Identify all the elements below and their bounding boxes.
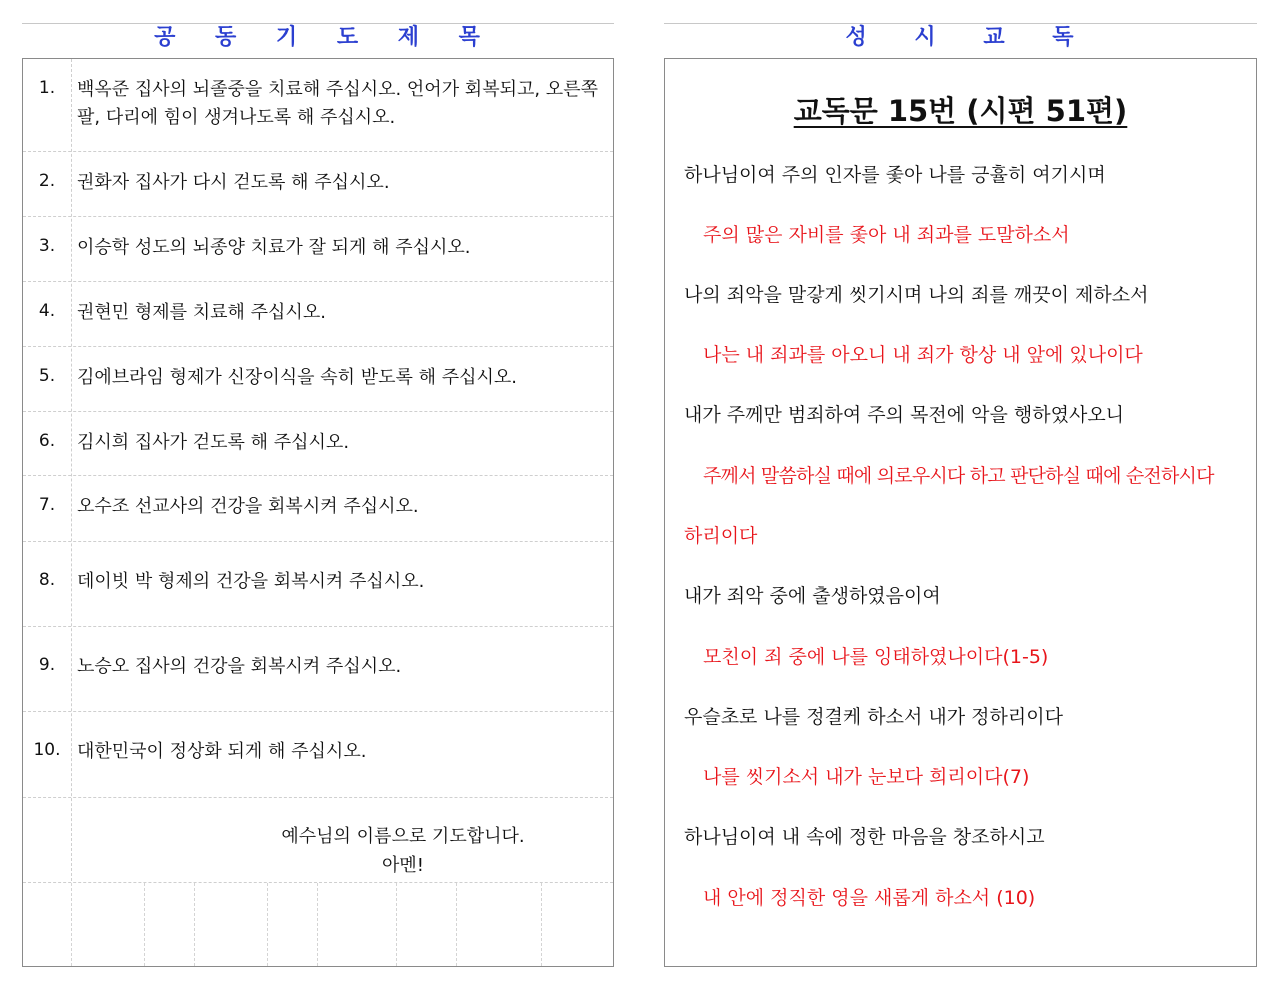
prayer-item-number: 7. xyxy=(38,495,56,515)
grid-line xyxy=(267,883,268,966)
prayer-item-number: 1. xyxy=(38,78,56,98)
prayer-list-box xyxy=(22,58,614,967)
grid-line xyxy=(456,883,457,966)
reading-section-title: 성 시 교 독 xyxy=(845,25,1076,50)
closing-prayer-row xyxy=(23,798,613,883)
prayer-item-number: 6. xyxy=(38,431,56,451)
empty-grid-row xyxy=(23,883,613,966)
grid-line xyxy=(144,883,145,966)
prayer-item xyxy=(23,59,613,152)
prayer-item-text: 대한민국이 정상화 되게 해 주십시오. xyxy=(77,741,367,762)
prayer-item xyxy=(23,542,613,627)
responsive-reading-box xyxy=(664,58,1257,967)
reading-response-line: 내 안에 정직한 영을 새롭게 하소서 (10) xyxy=(703,887,1036,909)
prayer-item xyxy=(23,476,613,542)
prayer-item-number: 10. xyxy=(33,740,61,760)
prayer-item xyxy=(23,412,613,476)
closing-amen-line: 아멘! xyxy=(382,855,424,876)
prayer-item-text: 노승오 집사의 건강을 회복시켜 주십시오. xyxy=(77,656,402,677)
prayer-item xyxy=(23,282,613,347)
reading-leader-line: 내가 주께만 범죄하여 주의 목전에 악을 행하였사오니 xyxy=(684,404,1125,426)
reading-heading xyxy=(665,89,1256,130)
reading-leader-line: 나의 죄악을 말갛게 씻기시며 나의 죄를 깨끗이 제하소서 xyxy=(684,284,1149,306)
reading-response-line: 모친이 죄 중에 나를 잉태하였나이다(1-5) xyxy=(703,646,1049,668)
reading-response-line: 주께서 말씀하실 때에 의로우시다 하고 판단하실 때에 순전하시다 xyxy=(703,465,1214,487)
prayer-item xyxy=(23,152,613,217)
prayer-item-text: 김시희 집사가 걷도록 해 주십시오. xyxy=(77,432,350,453)
prayer-item xyxy=(23,712,613,798)
reading-leader-line: 내가 죄악 중에 출생하였음이여 xyxy=(684,585,941,607)
prayer-item-number: 8. xyxy=(38,570,56,590)
prayer-item-number: 4. xyxy=(38,301,56,321)
prayer-item-text: 권현민 형제를 치료해 주십시오. xyxy=(77,302,326,323)
grid-line xyxy=(541,883,542,966)
reading-leader-line: 하나님이여 내 속에 정한 마음을 창조하시고 xyxy=(684,826,1045,848)
prayer-item-text: 오수조 선교사의 건강을 회복시켜 주십시오. xyxy=(77,496,419,517)
prayer-item xyxy=(23,627,613,712)
prayer-item-number: 3. xyxy=(38,236,56,256)
prayer-item-text: 데이빗 박 형제의 건강을 회복시켜 주십시오. xyxy=(77,571,425,592)
reading-leader-line: 우슬초로 나를 정결케 하소서 내가 정하리이다 xyxy=(684,706,1063,728)
reading-response-line: 주의 많은 자비를 좇아 내 죄과를 도말하소서 xyxy=(703,224,1070,246)
grid-line xyxy=(71,883,72,966)
prayer-item-text: 백옥준 집사의 뇌졸중을 치료해 주십시오. 언어가 회복되고, 오른쪽 팔, 다리에 힘이 생겨나도록 해 주십시오. xyxy=(77,79,598,128)
reading-response-line: 나를 씻기소서 내가 눈보다 희리이다(7) xyxy=(703,766,1030,788)
reading-heading-text: 교독문 15번 (시편 51편) xyxy=(793,94,1128,128)
reading-response-line: 하리이다 xyxy=(684,525,758,547)
prayer-section-title: 공 동 기 도 제 목 xyxy=(154,25,482,50)
prayer-item-text: 이승학 성도의 뇌종양 치료가 잘 되게 해 주십시오. xyxy=(77,237,471,258)
reading-leader-line: 하나님이여 주의 인자를 좇아 나를 긍휼히 여기시며 xyxy=(684,164,1106,186)
prayer-item-number: 9. xyxy=(38,655,56,675)
grid-line xyxy=(396,883,397,966)
grid-line xyxy=(194,883,195,966)
prayer-item-number: 2. xyxy=(38,171,56,191)
prayer-item-number: 5. xyxy=(38,366,56,386)
reading-response-line: 나는 내 죄과를 아오니 내 죄가 항상 내 앞에 있나이다 xyxy=(703,344,1143,366)
prayer-item xyxy=(23,347,613,412)
prayer-item xyxy=(23,217,613,282)
grid-line xyxy=(317,883,318,966)
prayer-item-text: 김에브라임 형제가 신장이식을 속히 받도록 해 주십시오. xyxy=(77,367,517,388)
prayer-item-text: 권화자 집사가 다시 걷도록 해 주십시오. xyxy=(77,172,390,193)
closing-prayer-line: 예수님의 이름으로 기도합니다. xyxy=(281,826,525,847)
